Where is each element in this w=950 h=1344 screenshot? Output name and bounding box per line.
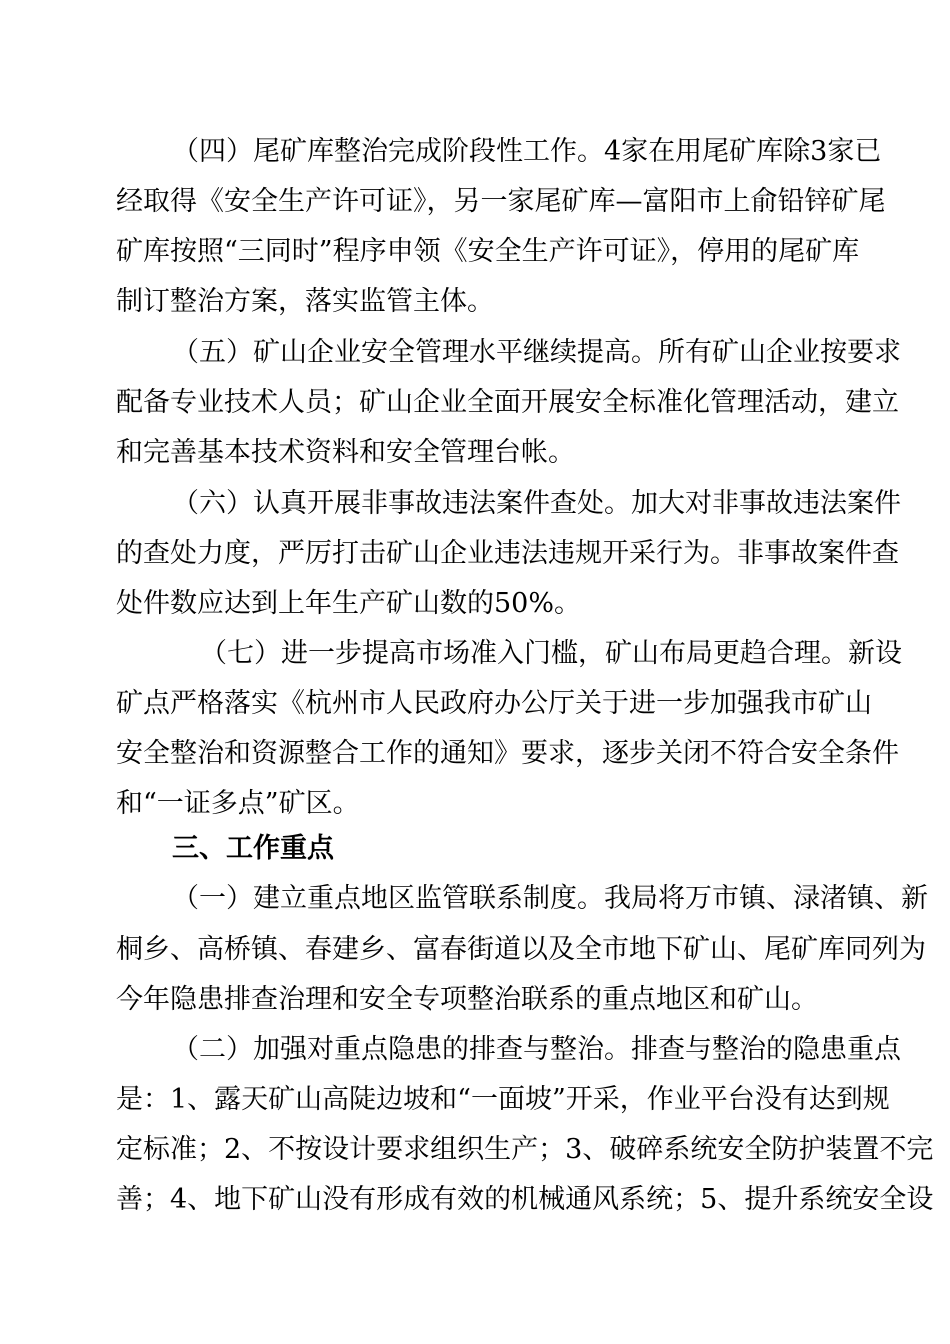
paragraph-7-line-2: 矿点严格落实《杭州市人民政府办公厅关于进一步加强我市矿山 — [116, 688, 872, 719]
section-item-2-line-1: （二）加强对重点隐患的排查与整治。排查与整治的隐患重点 — [172, 1034, 901, 1065]
paragraph-5-line-3: 和完善基本技术资料和安全管理台帐。 — [116, 437, 575, 468]
paragraph-5-line-2: 配备专业技术人员；矿山企业全面开展安全标准化管理活动，建立 — [116, 387, 899, 418]
paragraph-5-line-1: （五）矿山企业安全管理水平继续提高。所有矿山企业按要求 — [172, 337, 901, 368]
section-item-1-line-2: 桐乡、高桥镇、春建乡、富春街道以及全市地下矿山、尾矿库同列为 — [116, 934, 926, 965]
paragraph-4-line-2: 经取得《安全生产许可证》，另一家尾矿库—富阳市上俞铅锌矿尾 — [116, 186, 886, 217]
paragraph-4-line-3: 矿库按照“三同时”程序申领《安全生产许可证》，停用的尾矿库 — [116, 236, 860, 267]
paragraph-6-line-1: （六）认真开展非事故违法案件查处。加大对非事故违法案件 — [172, 488, 901, 519]
section-heading: 三、工作重点 — [172, 833, 334, 864]
section-item-2-line-2: 是：1、露天矿山高陡边坡和“一面坡”开采，作业平台没有达到规 — [116, 1084, 890, 1115]
paragraph-7-line-1: （七）进一步提高市场准入门槛，矿山布局更趋合理。新设 — [200, 638, 902, 669]
section-item-1-line-3: 今年隐患排查治理和安全专项整治联系的重点地区和矿山。 — [116, 984, 818, 1015]
paragraph-6-line-3: 处件数应达到上年生产矿山数的50%。 — [116, 588, 582, 619]
paragraph-7-line-4: 和“一证多点”矿区。 — [116, 788, 360, 819]
paragraph-4-line-4: 制订整治方案，落实监管主体。 — [116, 286, 494, 317]
section-item-2-line-4: 善；4、地下矿山没有形成有效的机械通风系统；5、提升系统安全设 — [116, 1184, 934, 1215]
paragraph-6-line-2: 的查处力度，严厉打击矿山企业违法违规开采行为。非事故案件查 — [116, 538, 899, 569]
paragraph-4-line-1: （四）尾矿库整治完成阶段性工作。4家在用尾矿库除3家已 — [172, 136, 882, 167]
section-item-2-line-3: 定标准；2、不按设计要求组织生产；3、破碎系统安全防护装置不完 — [116, 1134, 934, 1165]
paragraph-7-line-3: 安全整治和资源整合工作的通知》要求，逐步关闭不符合安全条件 — [116, 738, 899, 769]
section-item-1-line-1: （一）建立重点地区监管联系制度。我局将万市镇、渌渚镇、新 — [172, 883, 928, 914]
